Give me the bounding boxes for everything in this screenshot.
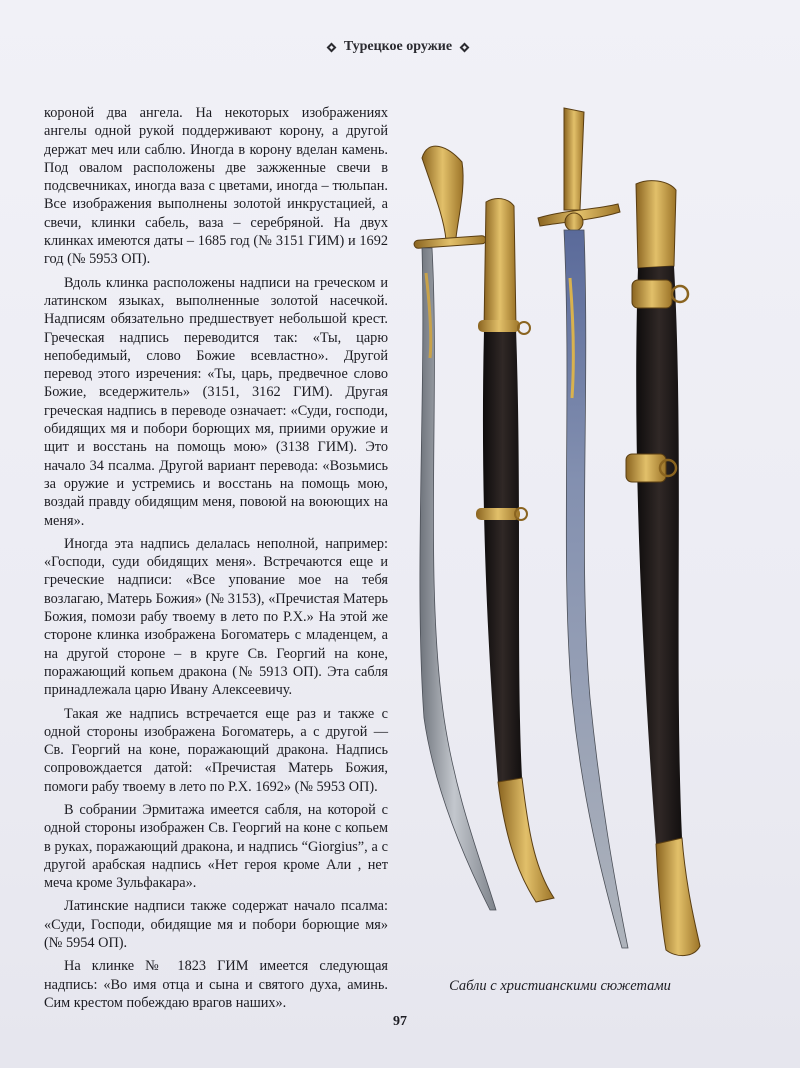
saber-1-blade bbox=[414, 146, 496, 910]
ornament-left-icon bbox=[326, 42, 337, 53]
paragraph: Такая же надпись встречается еще раз и также с одной стороны изображена Богоматерь, а с другой — Св. Георгий на коне, поражающий дракона. Надпись сопровождается датой: «Пречистая Матерь Божия, помоги рабу твоему в лето по Р.Х. 1692» (№ 5953 ОП). bbox=[44, 705, 388, 795]
sabers-photo bbox=[404, 98, 724, 970]
saber-1-scabbard bbox=[476, 199, 554, 902]
figure-caption: Сабли с христианскими сюжетами bbox=[449, 978, 671, 994]
paragraph: В собрании Эрмитажа имеется сабля, на которой с одной стороны изображен Св. Георгий на коне с копьем в руках, поражающий дракона, и надпись “Giorgius”, а с другой арабская надпись «Нет героя кроме Али , нет меча кроме Зульфакара». bbox=[44, 801, 388, 892]
ornament-right-icon bbox=[459, 42, 470, 53]
paragraph: Латинские надписи также содержат начало псалма: «Суди, Господи, обидящие мя и побори борющие мя» (№ 5954 ОП). bbox=[44, 898, 388, 952]
body-text bbox=[44, 104, 388, 1017]
paragraph: короной два ангела. На некоторых изображениях ангелы одной рукой поддерживают корону, а другой держат меч или саблю. Иногда в корону вделан камень. Под овалом расположены две зажженные свечи в подсвечниках, иногда ваза с цветами, иногда – тюльпан. Все изображения выполнены золотой инкрустацией, а свечи, клинки сабель, ваза – серебряной. На двух клинках имеются даты – 1685 год (№ 3151 ГИМ) и 1692 год (№ 5953 ОП). bbox=[44, 105, 388, 268]
paragraph: Вдоль клинка расположены надписи на греческом и латинском языках, выполненные золотой насечкой. Надписям обязательно предшествует небольшой крест. Греческая надпись переводится так: «Ты, царю непобедимый, слово Божие всевластно». Другой перевод этого изречения: «Ты, царь, предвечное слово Божие, вседержитель» (3151, 3162 ГИМ). Другая греческая надпись в переводе означает: «Суди, господи, обидящих мя и побори борющих мя, приими оружие и щит и восстань на помощь мою» (3138 ГИМ). Это начало 34 псалма. Другой вариант перевода: «Возьмись за оружие и устремись и восстань на помощь мою, воздай правду обидящим меня, повоюй на воюющих на меня». bbox=[44, 274, 388, 529]
running-header-title: Турецкое оружие bbox=[343, 39, 453, 54]
saber-2-scabbard bbox=[626, 181, 700, 956]
saber-2-blade bbox=[538, 108, 628, 948]
page-number: 97 bbox=[393, 1014, 407, 1029]
paragraph: На клинке № 1823 ГИМ имеется следующая надпись: «Во имя отца и сына и святого духа, аминь. Сим крестом побеждаю врагов наших». bbox=[44, 958, 388, 1011]
running-header bbox=[318, 36, 478, 58]
paragraph: Иногда эта надпись делалась неполной, например: «Господи, суди обидящих меня». Встречаются еще и греческие надписи: «Все упование мое на тебя возлагаю, Матерь Божия» (№ 3153), «Пречистая Матерь Божия, помози рабу твоему в лето по Р.Х.» На этой же стороне клинка изображена Богоматерь с младенцем, а на другой стороне – в круге Св. Георгий на коне, поражающий копьем дракона (№ 5913 ОП). Эта сабля принадлежала царю Ивану Алексеевичу. bbox=[44, 535, 388, 699]
